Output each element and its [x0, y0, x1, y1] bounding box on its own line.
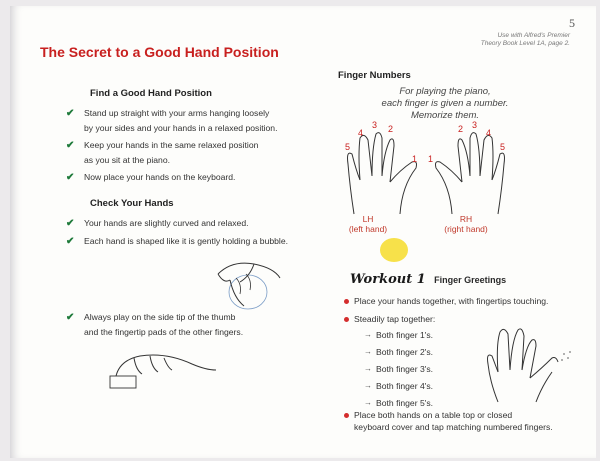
list-item-line: and the fingertip pads of the other fingers. — [84, 327, 244, 337]
list-item-line: Steadily tap together: — [354, 314, 436, 324]
workout-word: Workout — [350, 272, 413, 287]
list-item — [66, 108, 316, 138]
finger-numbers-diagram — [336, 124, 516, 218]
lh-finger-3: 3 — [372, 120, 378, 130]
sub-list-item — [364, 381, 484, 398]
left-hand-caption — [340, 214, 396, 234]
rh-sublabel: (right hand) — [444, 224, 488, 234]
finger-numbers-intro — [360, 86, 530, 122]
playing-hand-illustration — [106, 346, 218, 396]
checkmark-icon: ✔ — [66, 140, 75, 151]
red-bullet-icon — [344, 299, 349, 304]
tapping-hands-illustration — [480, 322, 576, 406]
page-number: 5 — [569, 16, 575, 30]
workout-title — [350, 270, 506, 288]
lh-label: LH — [362, 214, 374, 224]
workout-subtitle: Finger Greetings — [434, 275, 507, 285]
arrow-icon: → — [364, 347, 372, 356]
intro-line: For playing the piano, — [399, 86, 491, 97]
intro-line: each finger is given a number. — [381, 98, 509, 109]
arrow-icon: → — [364, 364, 372, 373]
lh-finger-4: 4 — [358, 128, 364, 138]
list-item-line: Place both hands on a table top or closed — [354, 410, 513, 420]
tap-sub-list — [364, 330, 484, 415]
workout-number: 1 — [416, 272, 426, 287]
list-item-line: Place your hands together, with fingertips touching. — [354, 296, 549, 306]
list-item — [66, 172, 316, 188]
finger-numbers-heading: Finger Numbers — [338, 70, 411, 81]
list-item-line: by your sides and your hands in a relaxed position. — [84, 123, 278, 133]
rh-finger-3: 3 — [472, 120, 478, 130]
hand-outline-icon — [218, 263, 280, 306]
list-item-line: Stand up straight with your arms hanging loosely — [84, 108, 270, 118]
red-bullet-icon — [344, 413, 349, 418]
source-note-line-1: Use with Alfred's Premier — [497, 32, 570, 39]
book-page — [10, 6, 596, 458]
lh-sublabel: (left hand) — [348, 224, 388, 234]
checkmark-icon: ✔ — [66, 172, 75, 183]
left-hand-icon — [348, 133, 417, 214]
yellow-splash-decoration — [380, 238, 408, 262]
arrow-icon: → — [364, 398, 372, 407]
list-item-line: Your hands are slightly curved and relaxed. — [84, 218, 249, 228]
rh-finger-2: 2 — [458, 124, 464, 134]
rh-finger-4: 4 — [486, 128, 492, 138]
red-bullet-icon — [344, 317, 349, 322]
rh-finger-1: 1 — [428, 154, 434, 164]
checkmark-icon: ✔ — [66, 236, 75, 247]
list-item — [66, 218, 316, 236]
list-item — [344, 296, 594, 314]
sub-item-text: Both finger 5's. — [376, 398, 434, 408]
list-item-line: Now place your hands on the keyboard. — [84, 172, 236, 182]
sub-item-text: Both finger 1's. — [376, 330, 434, 340]
list-item-line: Keep your hands in the same relaxed position — [84, 140, 259, 150]
checkmark-icon: ✔ — [66, 218, 75, 229]
check-hands-list — [66, 218, 316, 254]
piano-key-icon — [110, 376, 136, 388]
sub-list-item — [364, 364, 484, 381]
arrow-icon: → — [364, 330, 372, 339]
right-hand-icon — [436, 133, 505, 214]
lh-finger-2: 2 — [388, 124, 394, 134]
source-note-line-2: Theory Book Level 1A, page 2. — [480, 40, 570, 47]
bubble-hand-illustration — [210, 254, 284, 314]
sub-list-item — [364, 347, 484, 364]
hands-touching-icon — [488, 329, 559, 402]
list-item-line: keyboard cover and tap matching numbered fingers. — [354, 422, 553, 432]
right-hand-caption — [434, 214, 498, 234]
sub-item-text: Both finger 3's. — [376, 364, 434, 374]
arrow-icon: → — [364, 381, 372, 390]
sub-item-text: Both finger 4's. — [376, 381, 434, 391]
intro-line: Memorize them. — [410, 110, 480, 121]
list-item-line: as you sit at the piano. — [84, 155, 170, 165]
bubble-icon — [229, 275, 267, 309]
list-item-line: Each hand is shaped like it is gently holding a bubble. — [84, 236, 289, 246]
rh-finger-5: 5 — [500, 142, 506, 152]
checkmark-icon: ✔ — [66, 108, 75, 119]
sub-list-item — [364, 330, 484, 347]
checkmark-icon: ✔ — [66, 312, 75, 323]
list-item — [66, 140, 316, 172]
list-item-line: Always play on the side tip of the thumb — [84, 312, 236, 322]
hand-outline-icon — [116, 355, 216, 376]
lh-finger-5: 5 — [345, 142, 351, 152]
section-heading-check-hands: Check Your Hands — [90, 198, 174, 209]
rh-label: RH — [459, 214, 473, 224]
find-position-list — [66, 108, 316, 188]
sub-item-text: Both finger 2's. — [376, 347, 434, 357]
source-note — [450, 32, 570, 48]
section-heading-find-position: Find a Good Hand Position — [90, 88, 212, 99]
list-item — [66, 236, 316, 254]
page-title: The Secret to a Good Hand Position — [40, 44, 279, 60]
tap-motion-dots-icon — [561, 351, 571, 361]
lh-finger-1: 1 — [412, 154, 418, 164]
